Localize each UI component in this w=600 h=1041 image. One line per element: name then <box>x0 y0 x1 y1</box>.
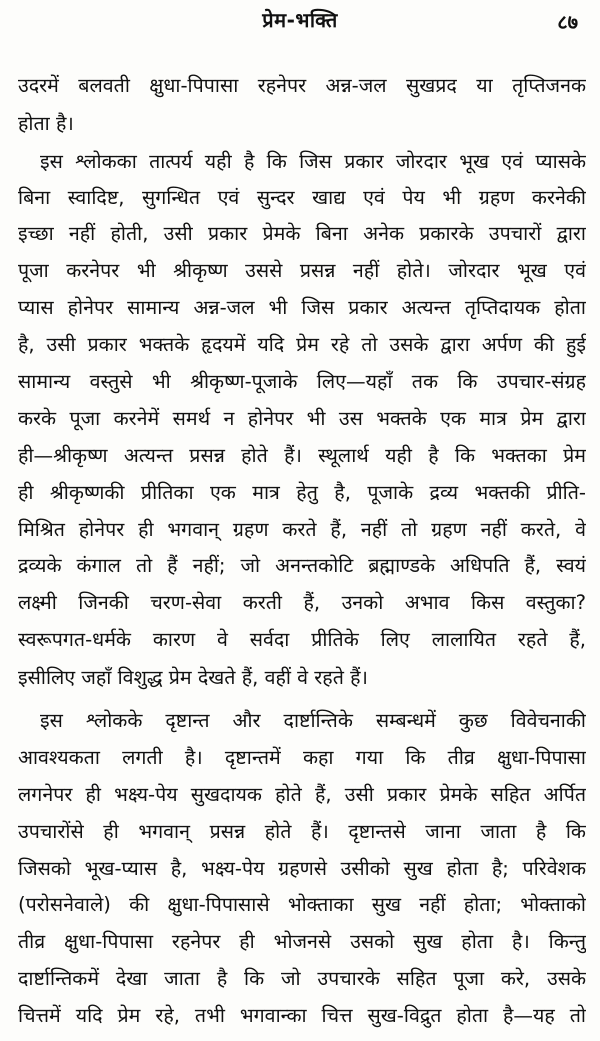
text-line: है, उसी प्रकार भक्तके हृदयमें यदि प्रेम रहे तो उसके द्वारा अर्पण की हुई <box>18 333 586 356</box>
text-line: उपचारोंसे ही भगवान् प्रसन्न होते हैं। दृष्टान्तसे जाना जाता है कि <box>18 820 586 843</box>
page-number: ८७ <box>557 10 578 34</box>
text-line: लक्ष्मी जिनकी चरण-सेवा करती हैं, उनको अभाव किस वस्तुका? <box>18 591 586 614</box>
running-title: प्रेम-भक्ति <box>262 8 338 32</box>
text-line: इस श्लोकके दृष्टान्त और दार्ष्टान्तिके सम्बन्धमें कुछ विवेचनाकी <box>40 709 586 732</box>
text-line: होता है। <box>18 112 74 135</box>
text-line: तीव्र क्षुधा-पिपासा रहनेपर ही भोजनसे उसको सुख होता है। किन्तु <box>18 930 586 953</box>
text-line: सामान्य वस्तुसे भी श्रीकृष्ण-पूजाके लिए—यहाँ तक कि उपचार-संग्रह <box>18 370 586 393</box>
text-line: दार्ष्टान्तिकमें देखा जाता है कि जो उपचारके सहित पूजा करे, उसके <box>18 967 586 990</box>
text-line: इस श्लोकका तात्पर्य यही है कि जिस प्रकार जोरदार भूख एवं प्यासके <box>40 150 586 173</box>
text-line: इच्छा नहीं होती, उसी प्रकार प्रेमके बिना अनेक प्रकारके उपचारों द्वारा <box>18 222 586 245</box>
text-line: ही श्रीकृष्णकी प्रीतिका एक मात्र हेतु है, पूजाके द्रव्य भक्तकी प्रीति- <box>18 481 586 504</box>
text-line: इसीलिए जहाँ विशुद्ध प्रेम देखते हैं, वहीं वे रहते हैं। <box>18 666 368 689</box>
text-line: उदरमें बलवती क्षुधा-पिपासा रहनेपर अन्न-जल सुखप्रद या तृप्तिजनक <box>18 74 586 97</box>
text-line: स्वरूपगत-धर्मके कारण वे सर्वदा प्रीतिके लिए लालायित रहते हैं, <box>18 628 586 651</box>
text-line: पूजा करनेपर भी श्रीकृष्ण उससे प्रसन्न नहीं होते। जोरदार भूख एवं <box>18 259 586 282</box>
text-line: जिसको भूख-प्यास है, भक्ष्य-पेय ग्रहणसे उसीको सुख होता है; परिवेशक <box>18 857 586 880</box>
text-line: लगनेपर ही भक्ष्य-पेय सुखदायक होते हैं, उसी प्रकार प्रेमके सहित अर्पित <box>18 783 586 806</box>
text-line: करके पूजा करनेमें समर्थ न होनेपर भी उस भक्तके एक मात्र प्रेम द्वारा <box>18 407 586 430</box>
text-line: आवश्यकता लगती है। दृष्टान्तमें कहा गया कि तीव्र क्षुधा-पिपासा <box>18 746 586 769</box>
text-line: बिना स्वादिष्ट, सुगन्धित एवं सुन्दर खाद्य एवं पेय भी ग्रहण करनेकी <box>18 186 586 209</box>
text-line: चित्तमें यदि प्रेम रहे, तभी भगवान्का चित्त सुख-विद्रुत होता है—यह तो <box>18 1004 586 1027</box>
text-line: प्यास होनेपर सामान्य अन्न-जल भी जिस प्रकार अत्यन्त तृप्तिदायक होता <box>18 296 586 319</box>
text-line: ही—श्रीकृष्ण अत्यन्त प्रसन्न होते हैं। स्थूलार्थ यही है कि भक्तका प्रेम <box>18 444 586 467</box>
text-line: मिश्रित होनेपर ही भगवान् ग्रहण करते हैं, नहीं तो ग्रहण नहीं करते, वे <box>18 518 586 541</box>
text-line: (परोसनेवाले) की क्षुधा-पिपासासे भोक्ताका सुख नहीं होता; भोक्ताको <box>18 893 586 916</box>
text-line: द्रव्यके कंगाल तो हैं नहीं; जो अनन्तकोटि ब्रह्माण्डके अधिपति हैं, स्वयं <box>18 554 586 577</box>
